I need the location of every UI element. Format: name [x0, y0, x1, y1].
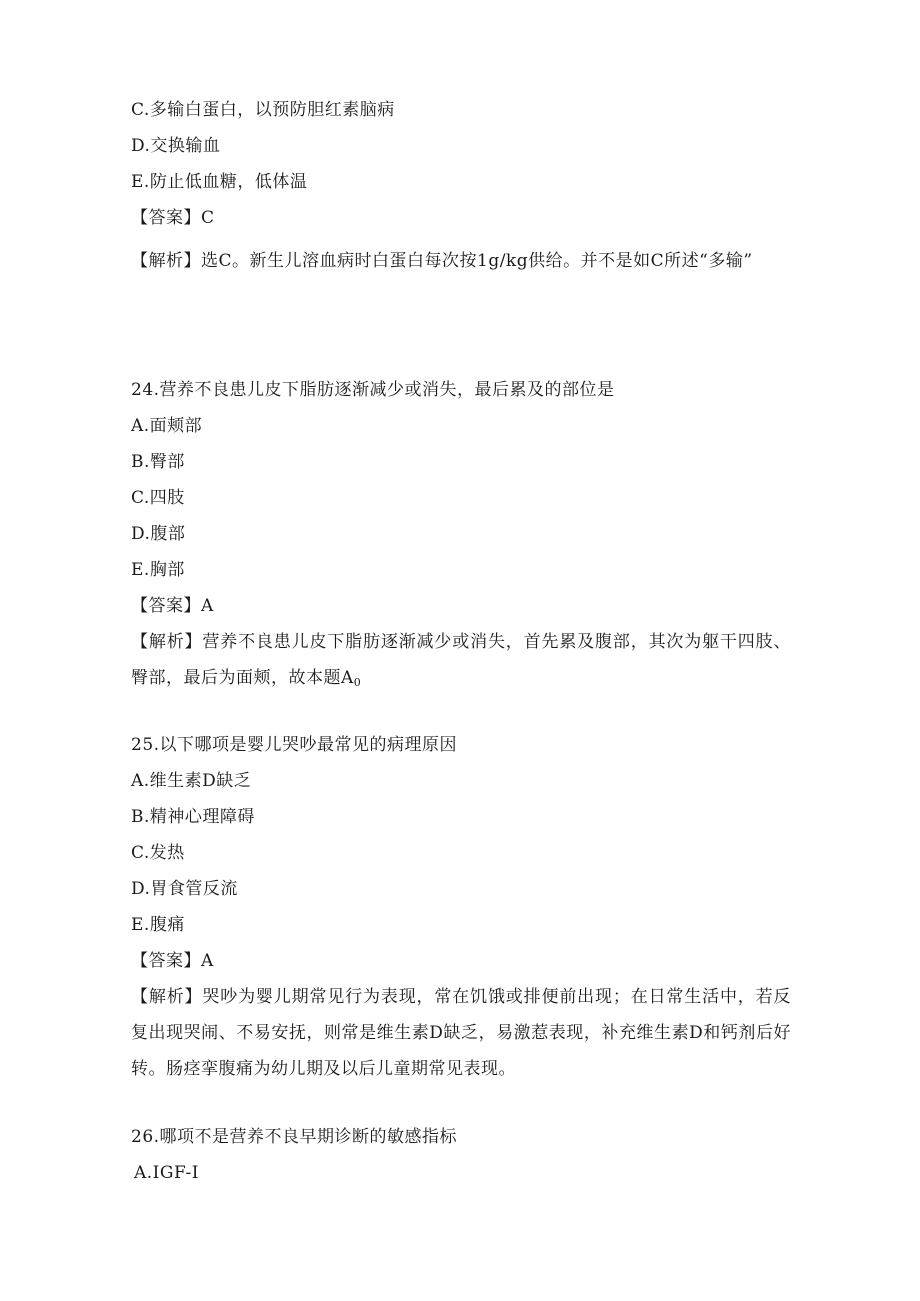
- q24-option-a: A.面颊部: [131, 416, 203, 436]
- q24-analysis-text: 【解析】营养不良患儿皮下脂肪逐渐减少或消失，首先累及腹部，其次为躯干四肢、臀部，最后为面颊，故本题A: [131, 632, 791, 688]
- q26-option-a: A.IGF-I: [134, 1163, 199, 1183]
- q24-option-d: D.腹部: [131, 524, 186, 544]
- q24-analysis-subscript: 0: [353, 676, 362, 689]
- q25-option-a: A.维生素D缺乏: [131, 771, 252, 791]
- q24-analysis: [131, 624, 791, 701]
- q23-answer: 【答案】C: [131, 208, 215, 228]
- q26-question: 26.哪项不是营养不良早期诊断的敏感指标: [131, 1127, 458, 1147]
- q24-option-e: E.胸部: [131, 560, 185, 580]
- q25-option-d: D.胃食管反流: [131, 879, 238, 899]
- q24-question: 24.营养不良患儿皮下脂肪逐渐减少或消失，最后累及的部位是: [131, 380, 615, 400]
- q25-option-b: B.精神心理障碍: [131, 807, 255, 827]
- q24-answer: 【答案】A: [131, 596, 214, 616]
- q25-answer: 【答案】A: [131, 951, 214, 971]
- q25-question: 25.以下哪项是婴儿哭吵最常见的病理原因: [131, 735, 458, 755]
- q25-option-c: C.发热: [131, 843, 185, 863]
- q23-option-c: C.多输白蛋白，以预防胆红素脑病: [131, 100, 395, 120]
- q25-option-e: E.腹痛: [131, 915, 185, 935]
- q23-option-e: E.防止低血糖，低体温: [131, 172, 308, 192]
- q25-analysis: 【解析】哭吵为婴儿期常见行为表现，常在饥饿或排便前出现；在日常生活中，若反复出现哭闹、不易安抚，则常是维生素D缺乏，易激惹表现，补充维生素D和钙剂后好转。肠痉挛腹痛为幼儿期及以后儿童期常见表现。: [131, 987, 791, 1079]
- q24-option-c: C.四肢: [131, 488, 185, 508]
- q23-option-d: D.交换输血: [131, 136, 221, 156]
- q24-option-b: B.臀部: [131, 452, 185, 472]
- q23-analysis: 【解析】选C。新生儿溶血病时白蛋白每次按1g/kg供给。并不是如C所述“多输”: [131, 251, 753, 271]
